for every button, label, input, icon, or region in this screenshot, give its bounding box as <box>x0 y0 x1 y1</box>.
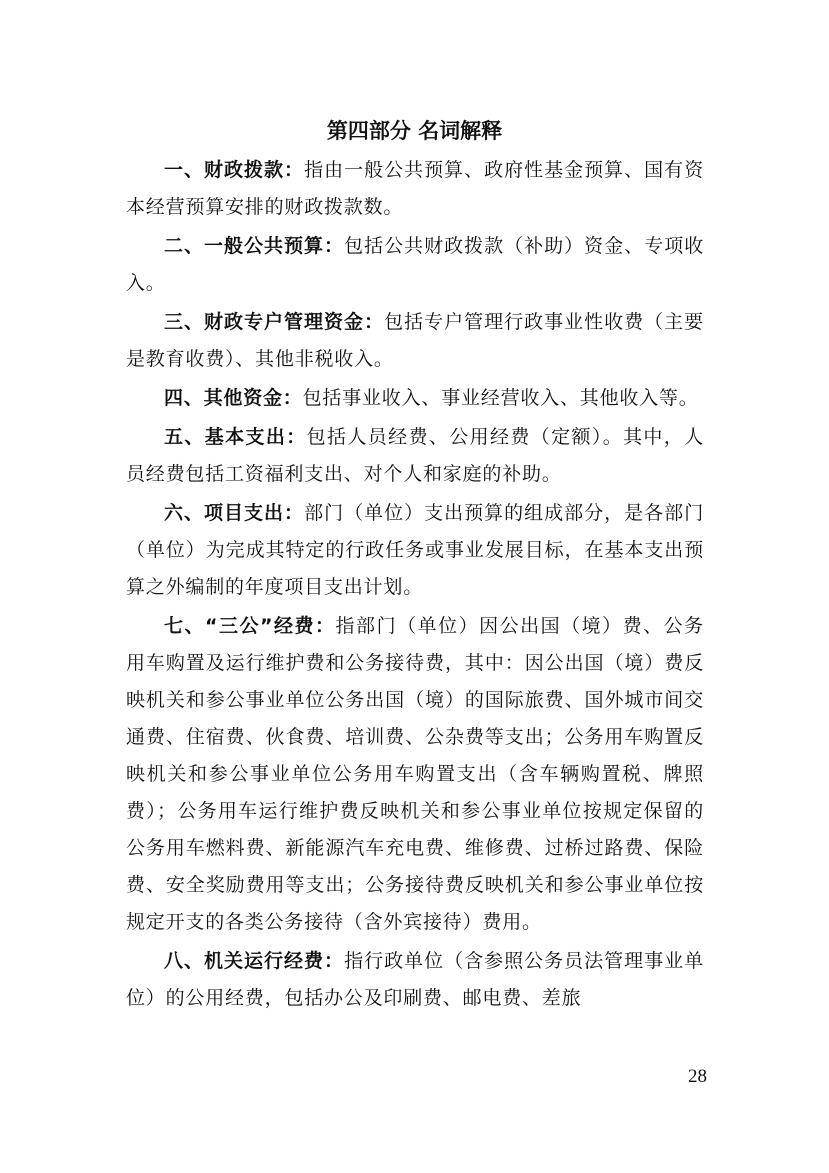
definition-text: 部门（单位）支出预算的组成部分，是各部门（单位）为完成其特定的行政任务或事业发展目标，在基本支出预算之外编制的年度项目支出计划。 <box>126 502 704 598</box>
page-title: 第四部分 名词解释 <box>326 119 503 143</box>
definition-term: 八、机关运行经费： <box>164 950 345 972</box>
definition-entry <box>126 608 704 941</box>
definition-entry <box>126 943 704 1017</box>
definition-entry <box>126 152 704 226</box>
definition-term: 三、财政专户管理资金： <box>164 311 385 333</box>
definition-term: 四、其他资金： <box>164 387 303 409</box>
definition-term: 七、“三公”经费： <box>164 615 336 637</box>
definition-term: 六、项目支出： <box>164 502 305 524</box>
definition-text: 包括人员经费、公用经费（定额）。其中，人员经费包括工资福利支出、对个人和家庭的补助。 <box>126 426 704 485</box>
definition-entry <box>126 228 704 302</box>
definition-text: 指部门（单位）因公出国（境）费、公务用车购置及运行维护费和公务接待费，其中：因公出国（境）费反映机关和参公事业单位公务出国（境）的国际旅费、国外城市间交通费、住宿费、伙食费、培训费、公杂费等支出；公务用车购置反映机关和参公事业单位公务用车购置支出（含车辆购置税、牌照费）；公务用车运行维护费反映机关和参公事业单位按规定保留的公务用车燃料费、新能源汽车充电费、维修费、过桥过路费、保险费、安全奖励费用等支出；公务接待费反映机关和参公事业单位按规定开支的各类公务接待（含外宾接待）费用。 <box>126 615 704 933</box>
definition-term: 二、一般公共预算： <box>164 235 345 257</box>
definition-term: 五、基本支出： <box>164 426 307 448</box>
definition-entry <box>126 419 704 493</box>
definition-text: 包括事业收入、事业经营收入、其他收入等。 <box>302 387 699 409</box>
definition-entry <box>126 495 704 606</box>
definition-text: 包括公共财政拨款（补助）资金、专项收入。 <box>126 235 705 294</box>
page-number: 28 <box>688 1066 707 1087</box>
definition-text: 包括专户管理行政事业性收费（主要是教育收费）、其他非税收入。 <box>126 311 704 370</box>
definition-term: 一、财政拨款： <box>164 159 305 181</box>
definition-entry <box>126 380 704 417</box>
definition-text: 指行政单位（含参照公务员法管理事业单位）的公用经费，包括办公及印刷费、邮电费、差旅 <box>126 950 705 1009</box>
definition-entry <box>126 304 704 378</box>
definitions-list <box>126 152 704 1017</box>
definition-text: 指由一般公共预算、政府性基金预算、国有资本经营预算安排的财政拨款数。 <box>126 159 704 218</box>
